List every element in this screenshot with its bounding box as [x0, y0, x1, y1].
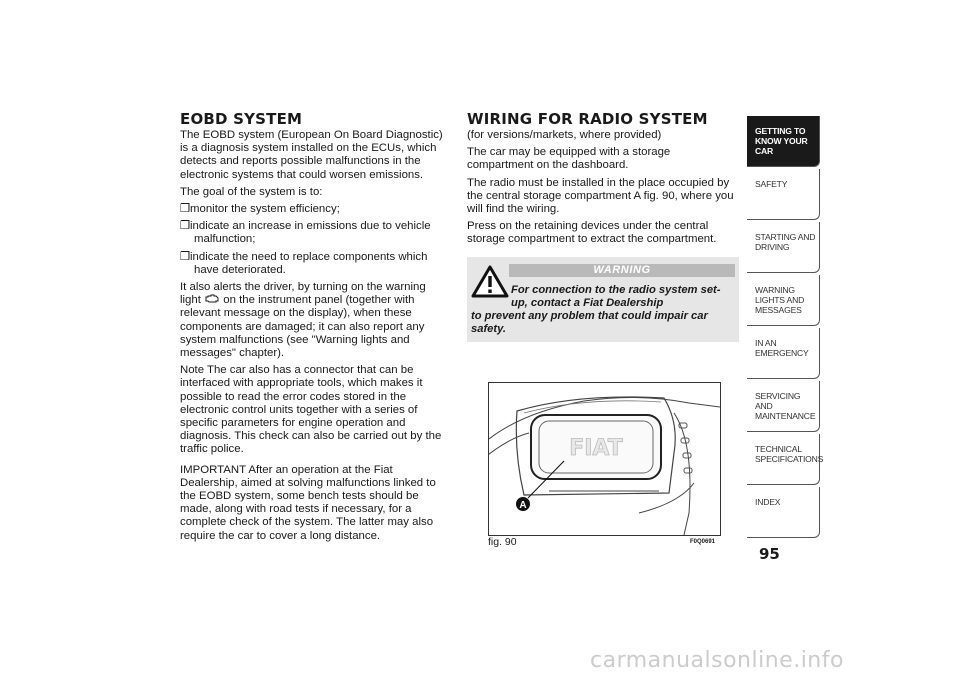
watermark: carmanualsonline.info: [590, 648, 844, 673]
tab-warning-lights-and-messages[interactable]: WARNING LIGHTS AND MESSAGES: [747, 275, 820, 326]
warning-title: WARNING: [509, 264, 735, 277]
fiat-logo: FIAT: [569, 436, 623, 461]
paragraph-part: It also alerts the driver, by turning on the warning light: [180, 281, 426, 307]
dashboard-illustration: [489, 383, 720, 535]
tab-in-an-emergency[interactable]: IN AN EMERGENCY: [747, 328, 820, 379]
checkbox-bullet-icon: ❒: [180, 250, 191, 263]
engine-warning-icon: [205, 294, 219, 304]
warning-box: [467, 257, 739, 342]
tab-technical-specifications[interactable]: TECHNICAL SPECIFICATIONS: [747, 434, 820, 485]
radio-subheading: (for versions/markets, where provided): [467, 129, 662, 141]
warning-text: [471, 284, 733, 336]
tab-starting-and-driving[interactable]: STARTING AND DRIVING: [747, 222, 820, 273]
eobd-important: IMPORTANT After an operation at the Fiat Dealership, aimed at solving malfunctions linked to the EOBD system, some bench tests should be made, along with road tests if necessary, for a complete check of the system. The latter may also require the car to cover a long distance.: [180, 463, 436, 542]
chapter-tabs: [747, 116, 824, 540]
eobd-note: Note The car also has a connector that can be interfaced with appropriate tools, which makes it possible to read the error codes stored in the electronic control units together with a series of specific parameters for engine operation and diagnosis. This check can also be carried out by the traffic police.: [180, 364, 442, 456]
checkbox-bullet-icon: ❒: [180, 203, 191, 216]
eobd-warning-light-paragraph: [180, 281, 448, 360]
left-column: [180, 110, 448, 547]
radio-paragraph-1: The car may be equipped with a storage compartment on the dashboard.: [467, 146, 671, 172]
figure-code: F0Q0691: [690, 539, 716, 545]
figure-90: [488, 382, 721, 536]
callout-label: A: [519, 500, 527, 511]
eobd-heading: EOBD SYSTEM: [180, 110, 303, 128]
right-column: [467, 110, 739, 251]
list-item: [180, 203, 448, 216]
figure-caption: fig. 90: [488, 536, 517, 548]
tab-safety[interactable]: SAFETY: [747, 169, 820, 220]
eobd-intro: The EOBD system (European On Board Diagnostic) is a diagnosis system installed on the ECUs, which detects and reports possible malfunctions in the electronic systems that could worsen emissions.: [180, 129, 443, 181]
eobd-goal: The goal of the system is to:: [180, 185, 323, 198]
radio-heading: WIRING FOR RADIO SYSTEM: [467, 110, 708, 128]
list-item: [180, 251, 448, 277]
tab-servicing-and-maintenance[interactable]: SERVICING AND MAINTENANCE: [747, 381, 820, 432]
list-item-text: monitor the system efficiency;: [190, 203, 340, 216]
warning-line-1: For connection to the radio system set-up, contact a Fiat Dealership: [511, 284, 721, 309]
page-number: 95: [759, 545, 780, 563]
warning-line-2: to prevent any problem that could impair car safety.: [471, 310, 708, 335]
list-item-text: indicate an increase in emissions due to vehicle malfunction;: [190, 220, 431, 246]
checkbox-bullet-icon: ❒: [180, 220, 191, 233]
list-item: [180, 220, 448, 246]
paragraph-part: on the instrument panel (together with relevant message on the display), when these components are damaged; it can also report any system malfunctions (see "Warning lights and messages" chapter).: [180, 294, 425, 360]
tab-getting-to-know-your-car[interactable]: GETTING TO KNOW YOUR CAR: [747, 116, 820, 167]
radio-paragraph-2: The radio must be installed in the place occupied by the central storage compartment A fig. 90, where you will find the wiring.: [467, 176, 734, 216]
radio-paragraph-3: Press on the retaining devices under the central storage compartment to extract the compartment.: [467, 220, 717, 246]
tab-index[interactable]: INDEX: [747, 487, 820, 538]
list-item-text: indicate the need to replace components which have deteriorated.: [190, 250, 428, 276]
